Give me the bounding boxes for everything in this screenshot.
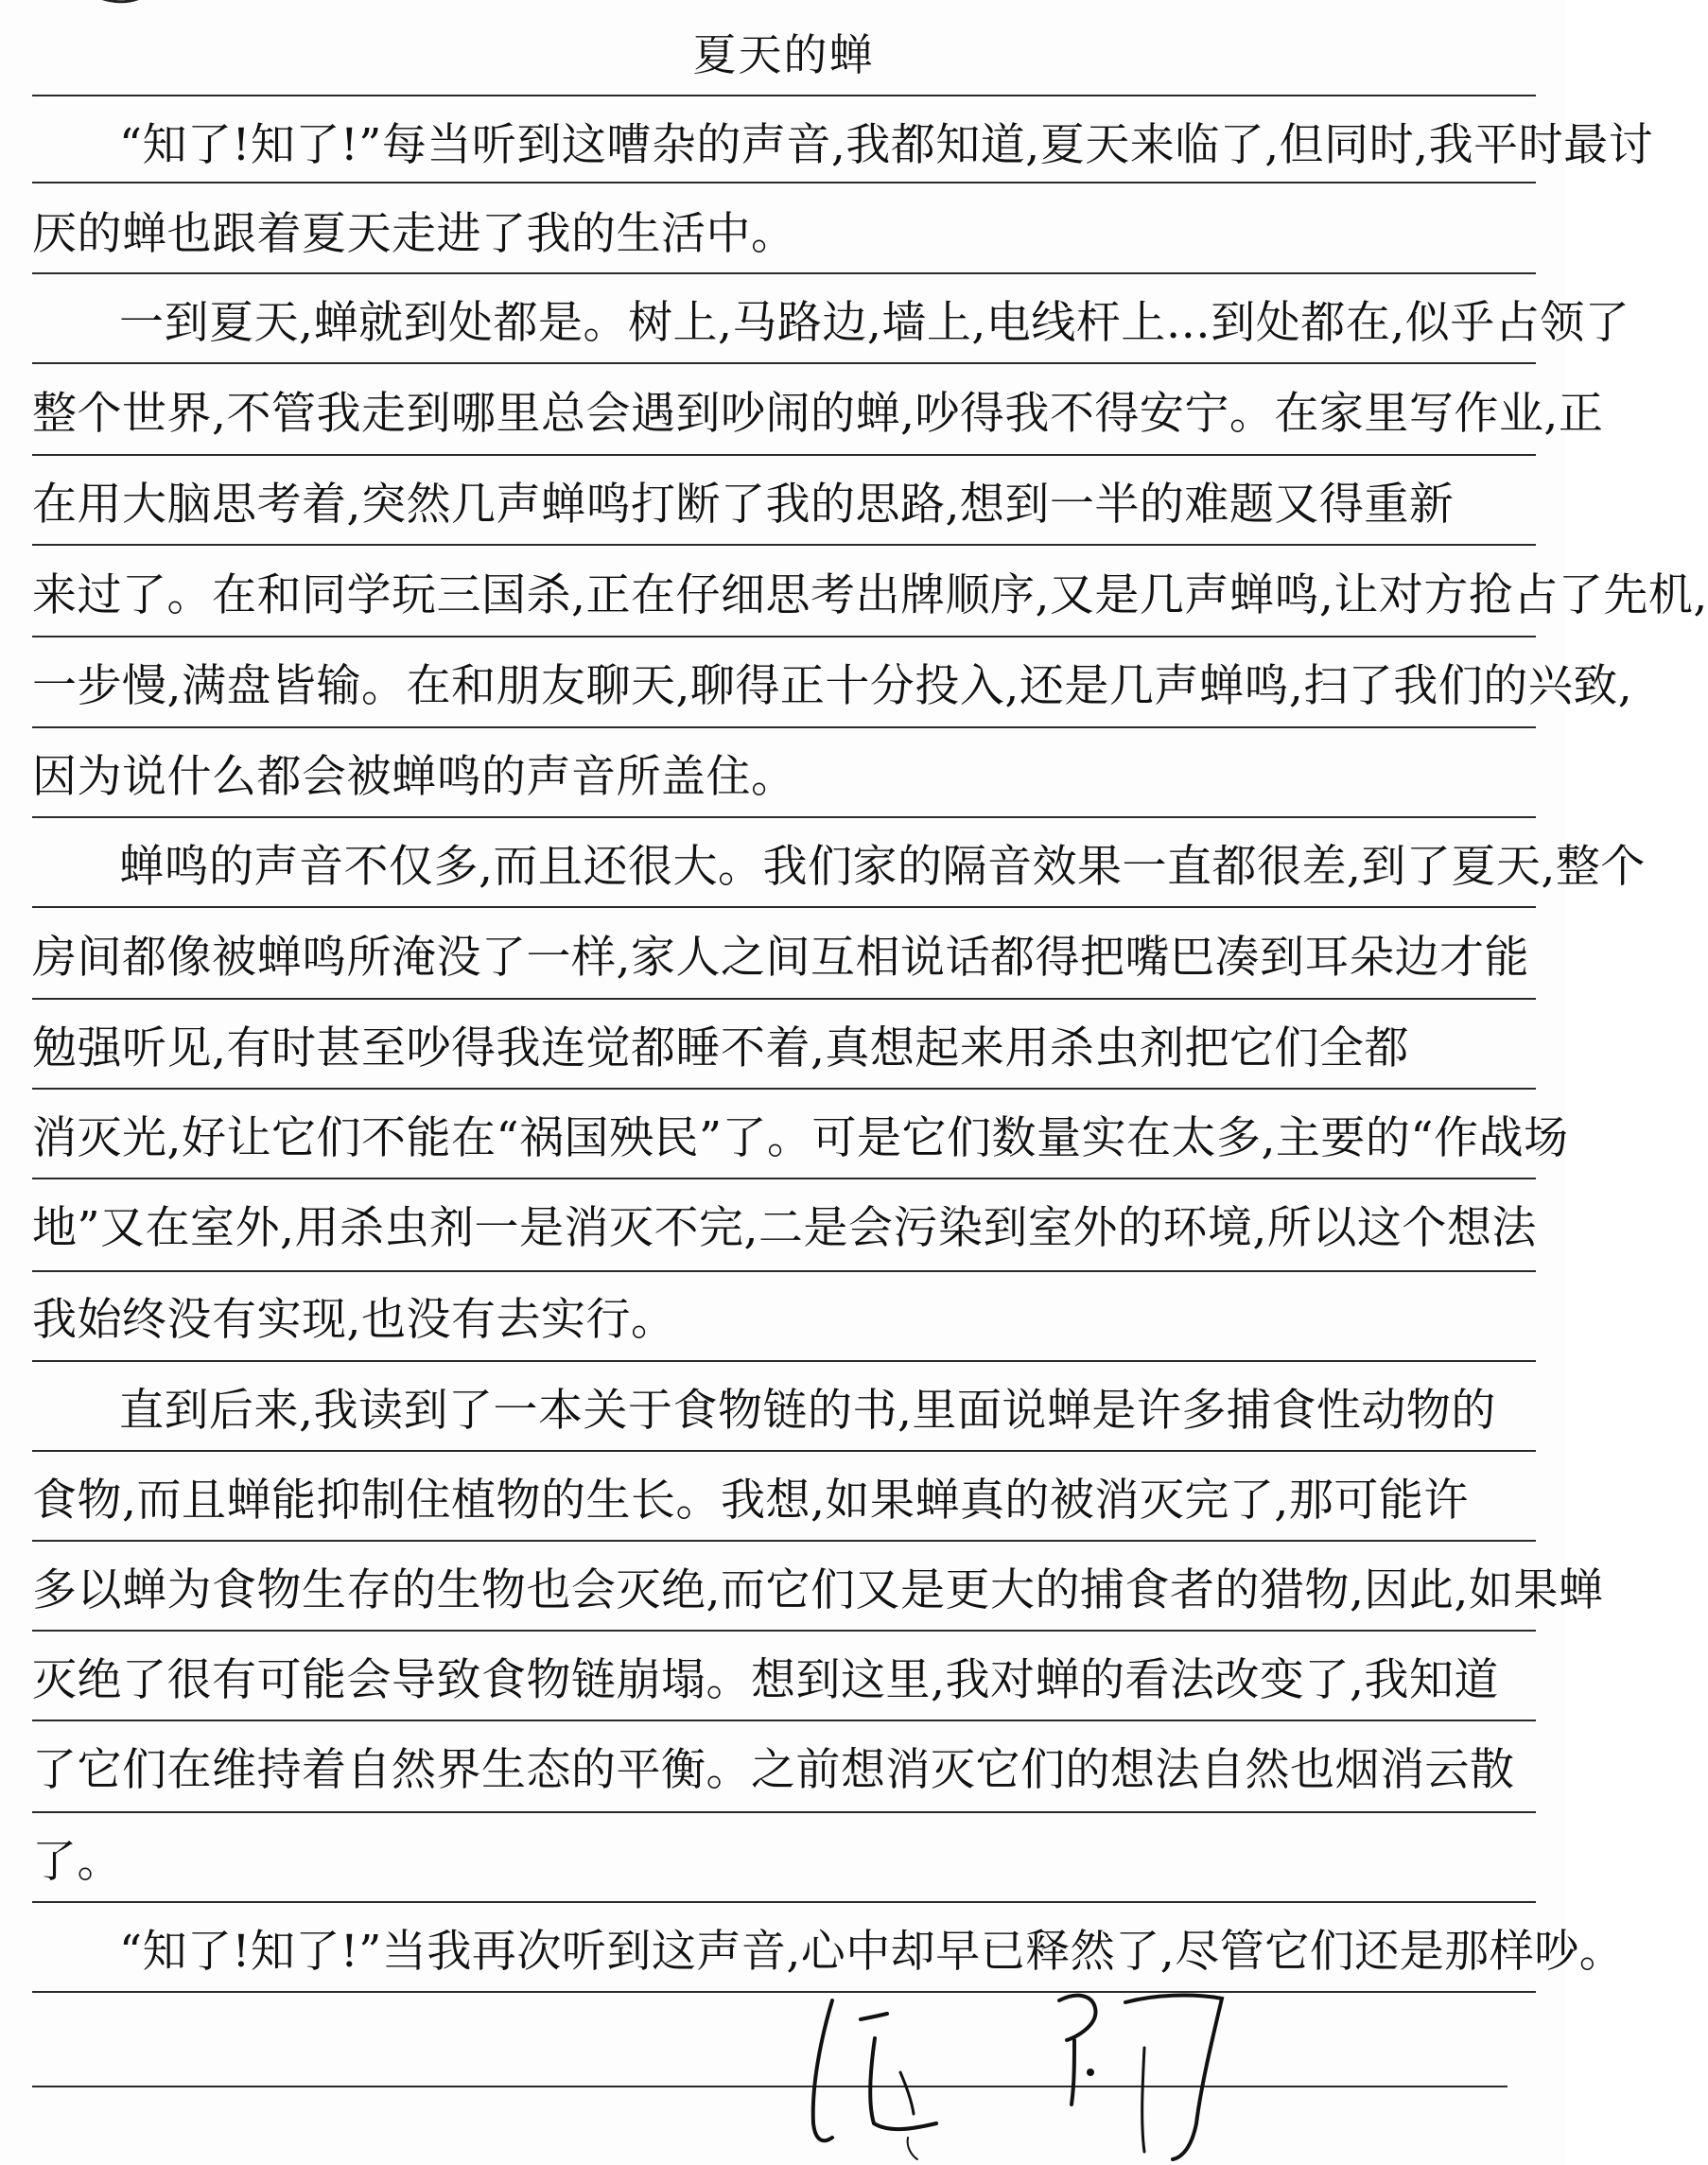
ruled-line (32, 454, 1536, 456)
ruled-line (32, 726, 1536, 728)
essay-line: 厌的蝉也跟着夏天走进了我的生活中。 (32, 208, 796, 260)
ruled-line (32, 182, 1536, 183)
ruled-line (32, 544, 1536, 546)
ruled-line (32, 2086, 1508, 2087)
ruled-line (32, 816, 1536, 818)
essay-line: 食物,而且蝉能抑制住植物的生长。我想,如果蝉真的被消灭完了,那可能许 (32, 1475, 1469, 1527)
essay-line: 整个世界,不管我走到哪里总会遇到吵闹的蝉,吵得我不得安宁。在家里写作业,正 (32, 388, 1604, 440)
essay-line: 来过了。在和同学玩三国杀,正在仔细思考出牌顺序,又是几声蝉鸣,让对方抢占了先机, (32, 569, 1708, 621)
essay-line: 在用大脑思考着,突然几声蝉鸣打断了我的思路,想到一半的难题又得重新 (32, 479, 1455, 531)
essay-line: 蝉鸣的声音不仅多,而且还很大。我们家的隔音效果一直都很差,到了夏天,整个 (119, 841, 1646, 893)
ruled-line (32, 906, 1536, 908)
corner-mark (87, 0, 182, 8)
essay-line: 灭绝了很有可能会导致食物链崩塌。想到这里,我对蝉的看法改变了,我知道 (32, 1654, 1499, 1706)
ruled-line (32, 95, 1536, 96)
ruled-line (32, 1720, 1536, 1721)
ruled-line (32, 1901, 1536, 1903)
essay-line: 消灭光,好让它们不能在“祸国殃民”了。可是它们数量实在太多,主要的“作战场 (32, 1112, 1569, 1164)
ruled-line (32, 1360, 1536, 1362)
essay-line: 多以蝉为食物生存的生物也会灭绝,而它们又是更大的捕食者的猎物,因此,如果蝉 (32, 1564, 1604, 1616)
ruled-line (32, 272, 1536, 274)
ruled-line (32, 998, 1536, 1000)
ruled-line (32, 1270, 1536, 1272)
ruled-line (32, 1450, 1536, 1452)
ruled-line (32, 1811, 1536, 1813)
handwritten-signature (794, 1982, 1286, 2161)
ruled-line (32, 636, 1536, 637)
essay-line: 一步慢,满盘皆输。在和朋友聊天,聊得正十分投入,还是几声蝉鸣,扫了我们的兴致, (32, 660, 1633, 712)
ruled-line (32, 362, 1536, 364)
ruled-line (32, 1088, 1536, 1090)
essay-line: 了。 (32, 1836, 122, 1888)
essay-line: 我始终没有实现,也没有去实行。 (32, 1294, 676, 1346)
essay-title: 夏天的蝉 (692, 29, 875, 80)
essay-line: “知了!知了!”当我再次听到这声音,心中却早已释然了,尽管它们还是那样吵。 (119, 1926, 1625, 1978)
essay-line: 地”又在室外,用杀虫剂一是消灭不完,二是会污染到室外的环境,所以这个想法 (32, 1202, 1537, 1254)
ruled-line (32, 1540, 1536, 1542)
essay-line: 房间都像被蝉鸣所淹没了一样,家人之间互相说话都得把嘴巴凑到耳朵边才能 (32, 932, 1529, 984)
ruled-line (32, 1991, 1536, 1993)
essay-line: 勉强听见,有时甚至吵得我连觉都睡不着,真想起来用杀虫剂把它们全都 (32, 1022, 1409, 1074)
essay-line: 一到夏天,蝉就到处都是。树上,马路边,墙上,电线杆上…到处都在,似乎占领了 (119, 297, 1630, 349)
essay-line: 因为说什么都会被蝉鸣的声音所盖住。 (32, 751, 796, 803)
ruled-line (32, 1630, 1536, 1632)
ruled-line (32, 1178, 1536, 1179)
essay-line: “知了!知了!”每当听到这嘈杂的声音,我都知道,夏天来临了,但同时,我平时最讨 (119, 119, 1654, 171)
essay-line: 直到后来,我读到了一本关于食物链的书,里面说蝉是许多捕食性动物的 (119, 1385, 1496, 1437)
essay-line: 了它们在维持着自然界生态的平衡。之前想消灭它们的想法自然也烟消云散 (32, 1744, 1515, 1796)
